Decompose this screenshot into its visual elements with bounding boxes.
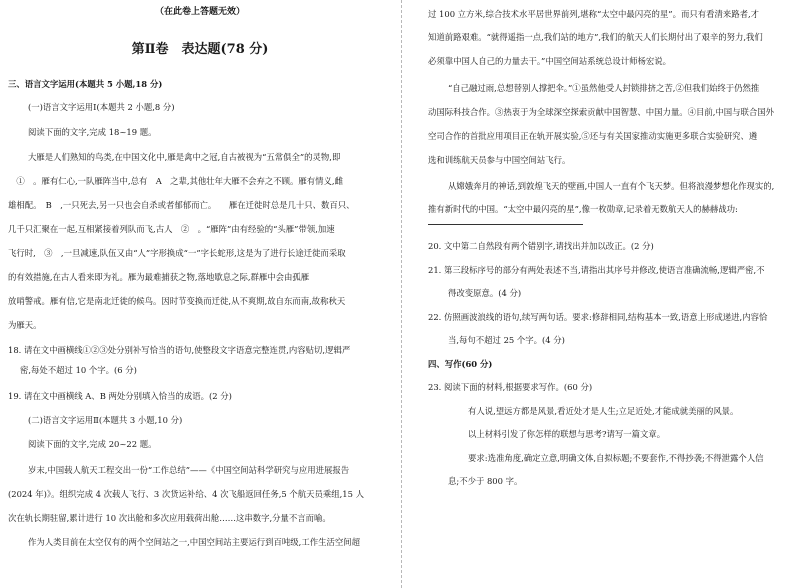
reading-instruction-2: 阅读下面的文字,完成 20~22 题。: [28, 439, 157, 449]
passage-3-line: 空司合作的首批应用项目正在轨开展实验,⑤还与有关国家推动实施更多联合实验研究、遴: [428, 131, 758, 141]
notice-text: （在此卷上答题无效）: [154, 7, 245, 17]
passage-2-line: (2024 年)》。组织完成 4 次载人飞行、3 次货运补给、4 次飞船返回任务,5 个航天员乘组,15 人: [8, 489, 364, 499]
question-21-cont: 得改变原意。(4 分): [448, 288, 522, 298]
column-divider: [401, 0, 402, 588]
subsection-2-heading: (二)语言文字运用Ⅱ(本题共 3 小题,10 分): [28, 415, 183, 425]
passage-4-line: 从嫦娥奔月的神话,到敦煌飞天的壁画,中国人一直有个飞天梦。但将浪漫梦想化作现实的,: [448, 181, 775, 191]
section-3-heading: 三、语言文字运用(本题共 5 小题,18 分): [8, 79, 163, 89]
section-4-heading: 四、写作(60 分): [428, 359, 493, 369]
passage-1-line: 的有效措施,在古人看来即为礼。雁为最难捕获之物,落地歇息之际,群雁中会由孤雁: [8, 272, 310, 282]
passage-1-line: 飞行时, ③ ,一旦减速,队伍又由“人”字形换成“一”字长蛇形,这是为了进行长途迁徙而采取: [8, 248, 346, 258]
passage-4-line: 推有新时代的中国。“太空中最闪亮的星”,像一枚勋章,记录着无数航天人的赫赫战功:: [428, 204, 738, 214]
subsection-1-heading: (一)语言文字运用Ⅰ(本题共 2 小题,8 分): [28, 102, 175, 112]
passage-1-line: 为雁天。: [8, 320, 42, 330]
writing-requirements-cont: 息;不少于 800 字。: [448, 476, 523, 486]
answer-blank-line: [428, 224, 583, 225]
passage-2-line: 岁末,中国载人航天工程交出一份“工作总结”——《中国空间站科学研究与应用进展报告: [28, 465, 350, 475]
question-23: 23. 阅读下面的材料,根据要求写作。(60 分): [428, 382, 593, 392]
question-20: 20. 文中第二自然段有两个错别字,请找出并加以改正。(2 分): [428, 241, 654, 251]
passage-1-line: 几千只汇聚在一起,互相紧接着列队而飞,古人 ② 。“雁阵”由有经验的“头雁”带领,加速: [8, 224, 335, 234]
passage-3-line: 选和训练航天员参与中国空间站飞行。: [428, 155, 571, 165]
reading-instruction-1: 阅读下面的文字,完成 18~19 题。: [28, 127, 157, 137]
passage-2-line: 必须靠中国人自己的力量去干。”中国空间站系统总设计师杨宏说。: [428, 56, 671, 66]
question-22-cont: 当,每句不超过 25 个字。(4 分): [448, 335, 565, 345]
question-19: 19. 请在文中画横线 A、B 两处分别填入恰当的成语。(2 分): [8, 391, 232, 401]
passage-1-line: 放哨警戒。雁有信,它是南北迁徙的候鸟。因时节变换而迁徙,从不爽期,故自东而南,故称秋天: [8, 296, 346, 306]
question-22: 22. 仿照画波浪线的语句,续写两句话。要求:修辞相同,结构基本一致,语意上形成递进,内容恰: [428, 312, 768, 322]
question-18-cont: 密,每处不超过 10 个字。(6 分): [20, 365, 137, 375]
passage-2-line: 次在轨长期驻留,累计进行 10 次出舱和多次应用载荷出舱……这串数字,分量不言而喻。: [8, 513, 331, 523]
right-column: [408, 0, 800, 588]
passage-1-line: ① 。雁有仁心,一队雁阵当中,总有 A 之辈,其他壮年大雁不会弃之不顾。雁有情义,雌: [8, 176, 343, 186]
passage-2-line: 过 100 立方米,综合技术水平居世界前列,堪称“太空中最闪亮的星”。而只有看清来路者,才: [428, 9, 759, 19]
writing-requirements: 要求:选准角度,确定立意,明确文体,自拟标题;不要套作,不得抄袭;不得泄露个人信: [468, 453, 764, 463]
writing-material: 有人说,望远方都是风景,看近处才是人生;立足近处,才能成就美丽的风景。: [468, 406, 739, 416]
passage-2-line: 知道前路艰难。“就得遥指一点,我们站的地方”,我们的航天人们长期付出了艰辛的努力,我们: [428, 32, 763, 42]
passage-3-line: 动国际科技合作。③热衷于为全球深空探索贡献中国智慧、中国力量。④目前,中国与联合国外: [428, 107, 775, 117]
passage-1-line: 雄相配。 B ,一只死去,另一只也会自杀或者郁郁而亡。 雁在迁徙时总是几十只、数百只、: [8, 200, 355, 210]
page-title: 第Ⅱ卷 表达题(78 分): [131, 42, 269, 57]
passage-3-line: “自己融过雨,总想替别人撑把伞。”①虽然他受人封锁排挤之苦,②但我们始终于仍然推: [448, 83, 760, 93]
writing-prompt: 以上材料引发了你怎样的联想与思考?请写一篇文章。: [468, 429, 666, 439]
question-18: 18. 请在文中画横线①②③处分别补写恰当的语句,使整段文字语意完整连贯,内容贴切,逻辑严: [8, 345, 351, 355]
passage-1-line: 大雁是人们熟知的鸟类,在中国文化中,雁是禽中之冠,自古被视为“五常俱全”的灵物,即: [28, 152, 341, 162]
passage-2-line: 作为人类目前在太空仅有的两个空间站之一,中国空间站主要运行到百吨级,工作生活空间超: [28, 537, 360, 547]
question-21: 21. 第三段标序号的部分有两处表述不当,请指出其序号并修改,使语言准确流畅,逻辑严密,不: [428, 265, 765, 275]
